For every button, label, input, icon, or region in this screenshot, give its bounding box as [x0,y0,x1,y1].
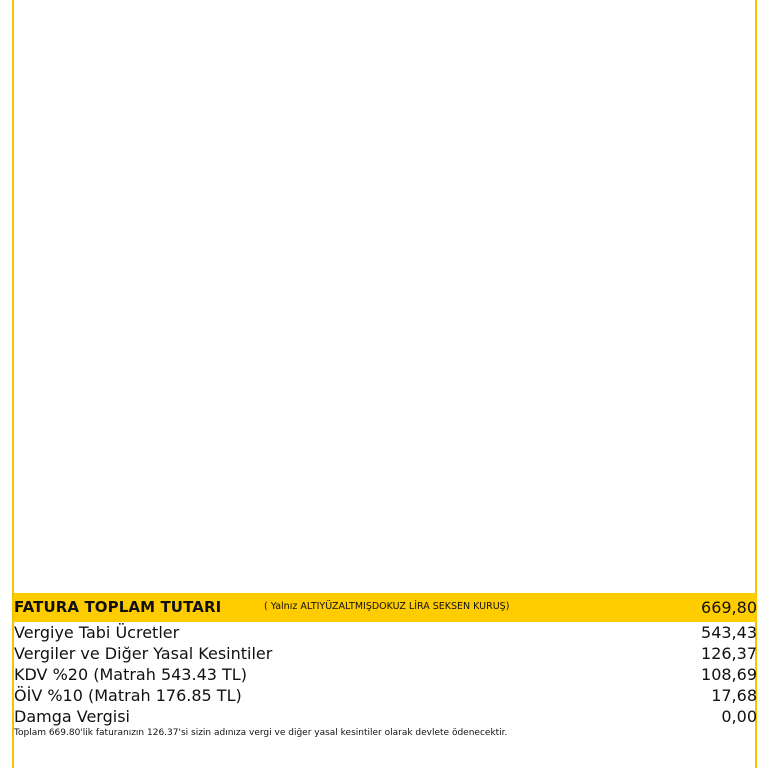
invoice-total-band [14,593,757,622]
breakdown-value: 543,43 [701,623,757,642]
breakdown-label: Vergiler ve Diğer Yasal Kesintiler [14,644,273,663]
breakdown-value: 126,37 [701,644,757,663]
breakdown-row-oiv [14,685,757,706]
breakdown-label: Vergiye Tabi Ücretler [14,623,180,642]
invoice-total-in-words: ( Yalnız ALTIYÜZALTMIŞDOKUZ LİRA SEKSEN KURUŞ) [264,601,510,612]
breakdown-label: KDV %20 (Matrah 543.43 TL) [14,665,247,684]
invoice-total-title: FATURA TOPLAM TUTARI [14,598,222,616]
breakdown-row-taxable-fees [14,622,757,643]
tax-footnote: Toplam 669.80'lik faturanızın 126.37'si sizin adınıza vergi ve diğer yasal kesintiler olarak devlete ödenecektir. [14,728,508,738]
breakdown-value: 0,00 [721,707,757,726]
breakdown-list [14,622,757,727]
breakdown-label: ÖİV %10 (Matrah 176.85 TL) [14,686,242,705]
breakdown-row-kdv [14,664,757,685]
breakdown-row-stamp-tax [14,706,757,727]
invoice-total-amount: 669,80 [701,598,757,617]
breakdown-row-taxes-deductions [14,643,757,664]
breakdown-label: Damga Vergisi [14,707,130,726]
breakdown-value: 17,68 [711,686,757,705]
breakdown-value: 108,69 [701,665,757,684]
